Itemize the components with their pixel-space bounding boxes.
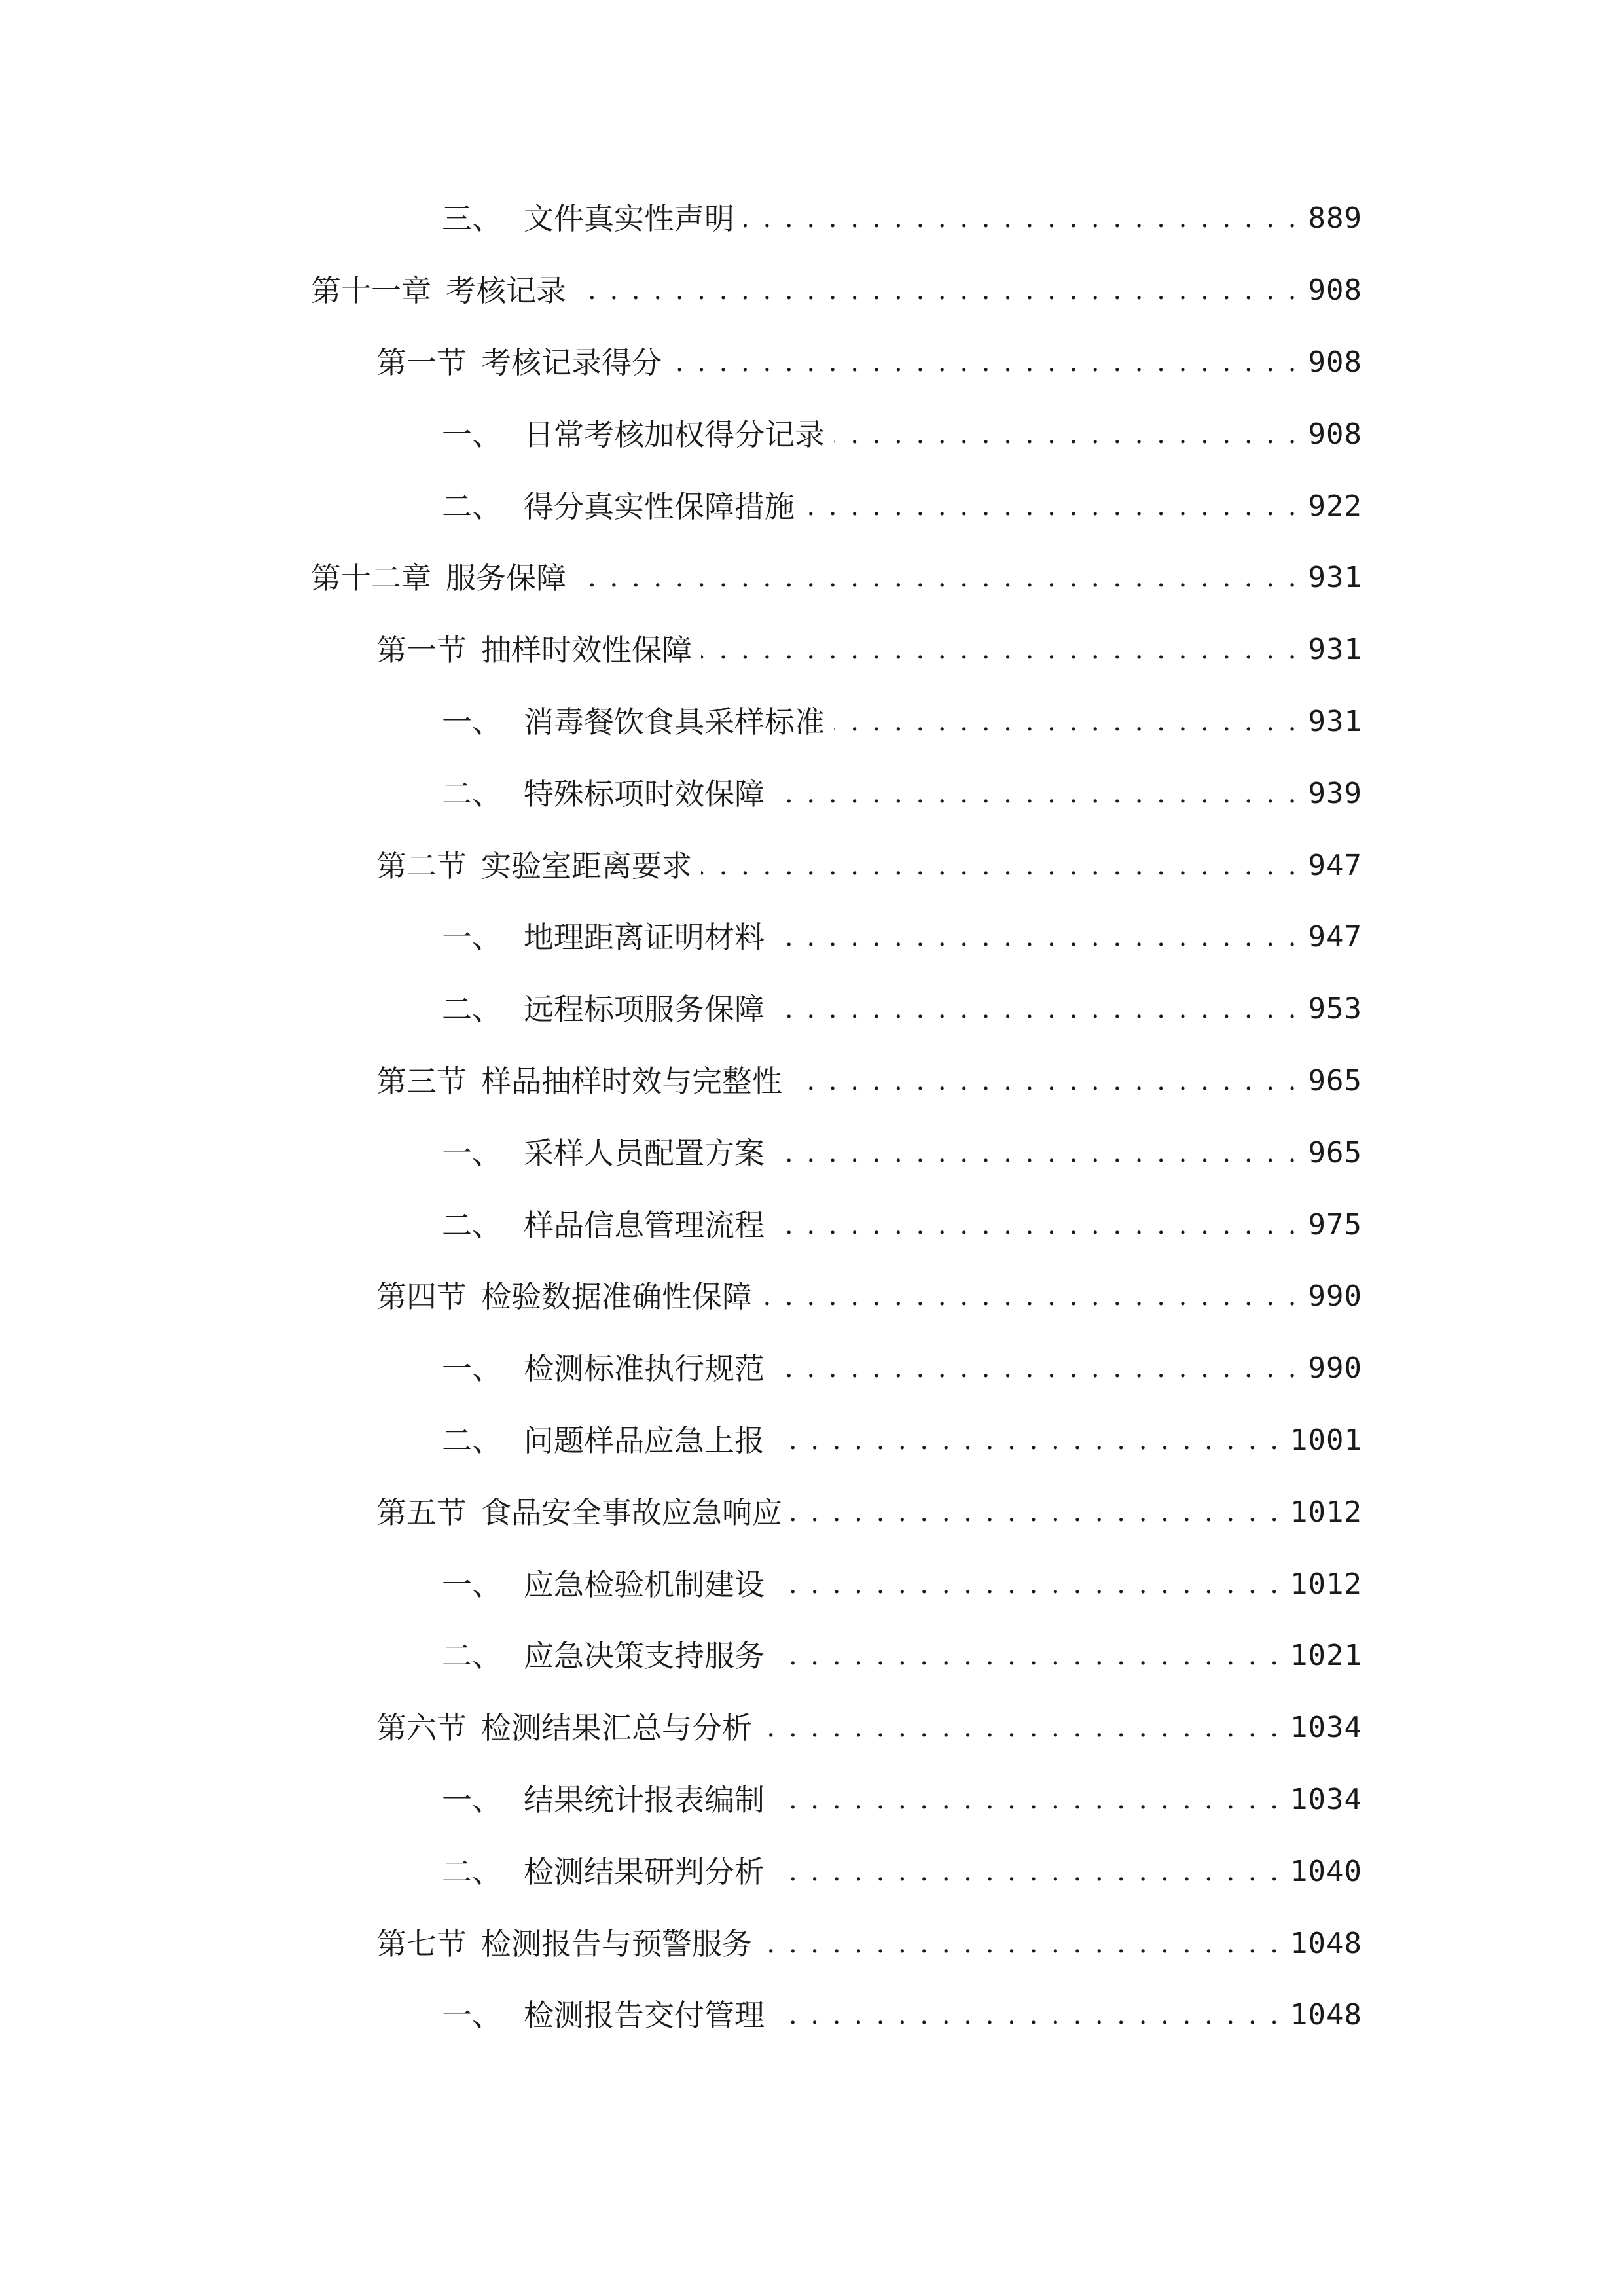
toc-entry-marker: 第十一章 [311,273,431,308]
toc-entry[interactable] [0,696,1624,748]
toc-entry-title: 抽样时效性保障 [481,632,692,668]
toc-entry-title: 检测标准执行规范 [524,1351,765,1386]
toc-entry-marker: 一、 [442,1998,502,2033]
toc-dot-leader [761,1918,1281,1970]
toc-entry-page: 990 [1308,1352,1362,1385]
toc-entry[interactable] [0,911,1624,963]
toc-entry[interactable] [0,1558,1624,1611]
toc-entry[interactable] [0,264,1624,317]
toc-entry[interactable] [0,1774,1624,1826]
toc-entry[interactable] [0,1055,1624,1107]
toc-entry-page: 1021 [1290,1639,1362,1672]
toc-entry[interactable] [0,1486,1624,1539]
toc-entry-page: 1034 [1290,1711,1362,1744]
toc-entry[interactable] [0,1270,1624,1323]
toc-entry-marker: 二、 [442,992,502,1027]
toc-entry-marker: 一、 [442,1782,502,1818]
toc-dot-leader [791,1055,1299,1107]
toc-entry-title: 考核记录得分 [481,345,662,380]
toc-entry[interactable] [0,192,1624,245]
toc-entry-title: 日常考核加权得分记录 [524,417,825,452]
toc-entry-marker: 三、 [442,201,502,236]
toc-entry-title: 食品安全事故应急响应 [481,1495,782,1530]
toc-dot-leader [774,768,1299,820]
toc-entry-marker: 第六节 [376,1710,467,1746]
toc-entry-marker: 二、 [442,1423,502,1458]
toc-dot-leader [834,696,1299,748]
toc-entry-page: 922 [1308,490,1362,523]
toc-entry-marker: 第二节 [376,848,467,884]
toc-entry-title: 远程标项服务保障 [524,992,765,1027]
toc-entry-title: 检测报告交付管理 [524,1998,765,2033]
toc-dot-leader [701,624,1299,676]
toc-entry-marker: 二、 [442,489,502,524]
toc-dot-leader [774,1630,1281,1682]
toc-entry-page: 1040 [1290,1855,1362,1888]
toc-entry-title: 得分真实性保障措施 [524,489,795,524]
toc-entry-title: 考核记录 [446,273,566,308]
toc-entry-page: 1001 [1290,1424,1362,1457]
toc-entry-page: 990 [1308,1280,1362,1313]
toc-entry-marker: 一、 [442,1567,502,1602]
toc-entry-marker: 第一节 [376,632,467,668]
toc-entry-page: 1048 [1290,1998,1362,2032]
toc-entry-title: 样品信息管理流程 [524,1208,765,1243]
toc-entry-page: 947 [1308,920,1362,954]
toc-entry-page: 1012 [1290,1568,1362,1601]
toc-dot-leader [834,408,1299,461]
toc-entry[interactable] [0,1702,1624,1754]
toc-entry[interactable] [0,408,1624,461]
toc-entry-marker: 第十二章 [311,560,431,596]
toc-entry-page: 1048 [1290,1927,1362,1960]
toc-dot-leader [774,1989,1281,2041]
toc-entry-marker: 一、 [442,920,502,955]
toc-entry[interactable] [0,1199,1624,1251]
toc-entry[interactable] [0,840,1624,892]
toc-entry-title: 文件真实性声明 [524,201,734,236]
toc-entry-marker: 一、 [442,1136,502,1171]
toc-dot-leader [774,1558,1281,1611]
toc-entry[interactable] [0,983,1624,1035]
toc-dot-leader [774,1846,1281,1898]
toc-entry-page: 931 [1308,633,1362,666]
toc-entry[interactable] [0,1846,1624,1898]
toc-dot-leader [774,1199,1299,1251]
toc-entry-page: 953 [1308,992,1362,1026]
toc-entry[interactable] [0,768,1624,820]
toc-entry[interactable] [0,1918,1624,1970]
toc-entry-title: 采样人员配置方案 [524,1136,765,1171]
toc-entry[interactable] [0,1630,1624,1682]
toc-dot-leader [744,192,1299,245]
toc-entry-marker: 二、 [442,1638,502,1674]
toc-dot-leader [575,264,1299,317]
toc-entry-title: 特殊标项时效保障 [524,776,765,812]
toc-entry-page: 965 [1308,1064,1362,1098]
toc-entry-title: 应急决策支持服务 [524,1638,765,1674]
toc-entry-title: 样品抽样时效与完整性 [481,1064,782,1099]
toc-entry[interactable] [0,1989,1624,2041]
toc-entry-title: 检验数据准确性保障 [481,1279,752,1314]
toc-entry-marker: 第一节 [376,345,467,380]
toc-entry[interactable] [0,1342,1624,1395]
toc-dot-leader [761,1702,1281,1754]
toc-entry-marker: 一、 [442,1351,502,1386]
toc-entry-marker: 第七节 [376,1926,467,1962]
toc-entry[interactable] [0,1127,1624,1179]
toc-dot-leader [774,1342,1299,1395]
toc-dot-leader [774,983,1299,1035]
toc-entry-page: 931 [1308,561,1362,594]
toc-entry-page: 908 [1308,418,1362,451]
toc-entry-page: 1012 [1290,1496,1362,1529]
toc-entry[interactable] [0,552,1624,604]
toc-entry-title: 消毒餐饮食具采样标准 [524,704,825,740]
toc-dot-leader [575,552,1299,604]
toc-dot-leader [701,840,1299,892]
toc-entry-title: 问题样品应急上报 [524,1423,765,1458]
toc-entry-title: 地理距离证明材料 [524,920,765,955]
toc-entry-title: 服务保障 [446,560,566,596]
toc-entry[interactable] [0,480,1624,533]
toc-entry-title: 检测报告与预警服务 [481,1926,752,1962]
toc-entry-title: 检测结果汇总与分析 [481,1710,752,1746]
toc-entry-page: 889 [1308,202,1362,235]
toc-dot-leader [791,1486,1281,1539]
toc-entry-page: 975 [1308,1208,1362,1242]
toc-entry-title: 结果统计报表编制 [524,1782,765,1818]
toc-entry-marker: 二、 [442,1854,502,1890]
toc-entry-page: 908 [1308,346,1362,379]
toc-dot-leader [774,1774,1281,1826]
toc-entry-marker: 第三节 [376,1064,467,1099]
toc-dot-leader [671,336,1299,389]
toc-dot-leader [774,1414,1281,1467]
toc-dot-leader [774,1127,1299,1179]
toc-entry-page: 965 [1308,1136,1362,1170]
toc-dot-leader [804,480,1299,533]
toc-entry[interactable] [0,336,1624,389]
toc-entry[interactable] [0,1414,1624,1467]
toc-dot-leader [774,911,1299,963]
toc-entry-page: 947 [1308,849,1362,882]
toc-entry-page: 939 [1308,777,1362,810]
toc-entry-marker: 二、 [442,1208,502,1243]
toc-entry-marker: 第五节 [376,1495,467,1530]
toc-entry-marker: 第四节 [376,1279,467,1314]
toc-entry-page: 908 [1308,274,1362,307]
toc-dot-leader [761,1270,1299,1323]
toc-entry-marker: 二、 [442,776,502,812]
toc-entry-page: 1034 [1290,1783,1362,1816]
toc-entry-title: 检测结果研判分析 [524,1854,765,1890]
toc-entry-title: 应急检验机制建设 [524,1567,765,1602]
toc-entry-marker: 一、 [442,417,502,452]
toc-entry[interactable] [0,624,1624,676]
toc-entry-title: 实验室距离要求 [481,848,692,884]
toc-entry-marker: 一、 [442,704,502,740]
toc-entry-page: 931 [1308,705,1362,738]
